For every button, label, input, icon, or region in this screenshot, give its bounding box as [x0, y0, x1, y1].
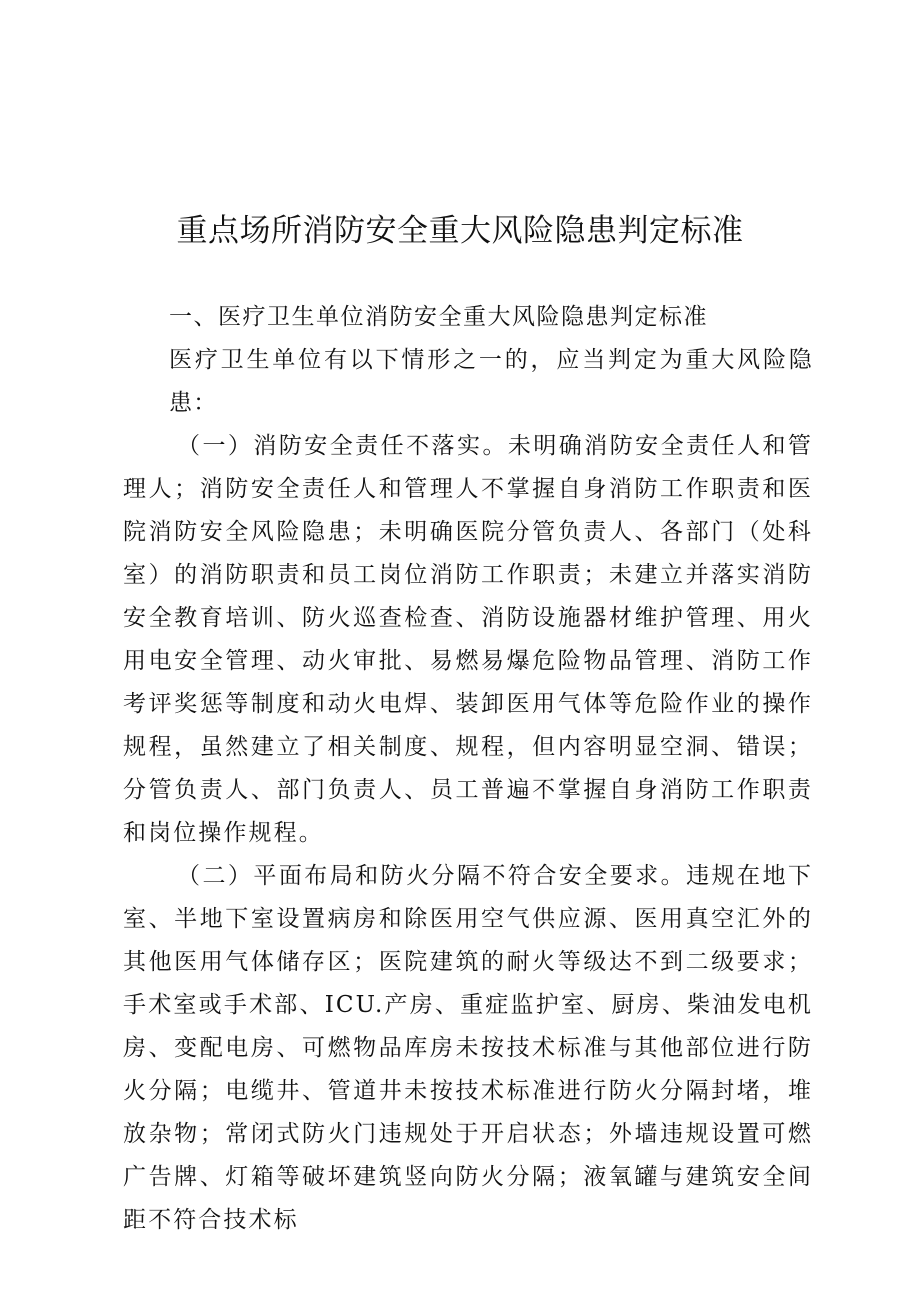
section-heading: 一、医疗卫生单位消防安全重大风险隐患判定标准 [169, 304, 708, 330]
document-body [123, 296, 813, 1242]
section-lead-sentence: 医疗卫生单位有以下情形之一的，应当判定为重大风险隐患： [169, 347, 813, 416]
paragraph-responsibility: （一）消防安全责任不落实。未明确消防安全责任人和管理人；消防安全责任人和管理人不掌握自身消防工作职责和医院消防安全风险隐患；未明确医院分管负责人、各部门（处科室）的消防职责和员工岗位消防工作职责；未建立并落实消防安全教育培训、防火巡查检查、消防设施器材维护管理、用火用电安全管理、动火审批、易燃易爆危险物品管理、消防工作考评奖惩等制度和动火电焊、装卸医用气体等危险作业的操作规程，虽然建立了相关制度、规程，但内容明显空洞、错误；分管负责人、部门负责人、员工普遍不掌握自身消防工作职责和岗位操作规程。 [123, 433, 813, 846]
paragraph-layout-separation: （二）平面布局和防火分隔不符合安全要求。违规在地下室、半地下室设置病房和除医用空气供应源、医用真空汇外的其他医用气体储存区；医院建筑的耐火等级达不到二级要求；手术室或手术部、ICU.产房、重症监护室、厨房、柴油发电机房、变配电房、可燃物品库房未按技术标准与其他部位进行防火分隔；电缆井、管道井未按技术标准进行防火分隔封堵，堆放杂物；常闭式防火门违规处于开启状态；外墙违规设置可燃广告牌、灯箱等破坏建筑竖向防火分隔；液氧罐与建筑安全间距不符合技术标 [123, 863, 813, 1233]
document-title: 重点场所消防安全重大风险隐患判定标准 [176, 213, 744, 249]
